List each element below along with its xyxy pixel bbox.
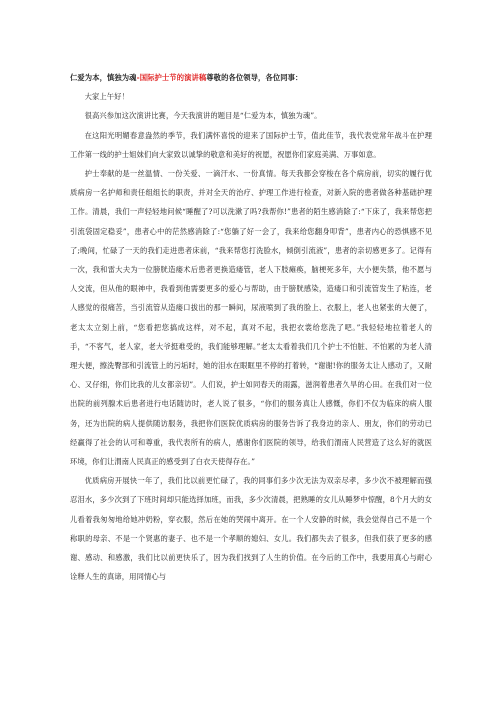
- reflection-paragraph: 优质病房开展快一年了，我们比以前更忙碌了，我的同事们多少次无法为双亲尽孝，多少次不被理解而强忍泪水，多少次到了下班时间却只能选择加班，而我，多少次清晨，把熟睡的女儿从睡梦中惊醒，8个月大的女儿看着我匆匆地给她冲奶粉，穿衣服，然后在她的哭闹中离开。在一个人安静的时候，我会觉得自己不是一个称职的母亲、不是一个贤惠的妻子、也不是一个孝顺的媳妇、女儿。我们都失去了很多，但我们获了更多的感谢、感动、和感激，我们比以前更快乐了，因为我们找到了人生的价值。在今后的工作中，我要用真心与耐心诠释人生的真谛，用同情心与: [70, 476, 432, 582]
- intro-paragraph: 很高兴参加这次演讲比赛，今天我演讲的题目是“仁爱为本，慎独为魂”。: [84, 111, 322, 121]
- speech-title: 仁爱为本，慎独为魂: [70, 73, 137, 82]
- greeting-paragraph: 大家上午好！: [84, 92, 129, 102]
- speech-title-line: [70, 68, 432, 87]
- speech-title-subtitle: -国际护士节的演讲稿: [136, 73, 207, 82]
- document-body: [70, 68, 432, 586]
- care-story-paragraph: 护士奉献的是一丝温情、一份关爱、一滴汗水、一份真情。每天我都会穿梭在各个病房前，切实的履行优质病房一名护师和责任组组长的职责，并对全天的治疗、护理工作进行检查，对新入院的患者做各种基础护理工作。清晨，我们一声轻轻地问候“睡醒了?可以洗漱了吗?我帮你!”患者的陌生感消除了:“下床了，我来帮您把引流袋固定稳妥”，患者心中的茫然感消除了:“您躺了好一会了，我来给您翻身叩背”，患者内心的恐惧感不见了;晚间，忙碌了一天的我们走进患者床前，“我来帮您打洗脸水，倾倒引流液”，患者的亲切感更多了。记得有一次，我和雷大夫为一位膀胱造瘘术后患者更换造瘘管，老人下肢瘫痪，脑梗死多年，大小便失禁，他不愿与人交流，但从他的眼神中，我看到他需要更多的爱心与帮助，由于膀胱感染，造瘘口和引流管发生了粘连，老人感觉的很痛苦，当引流管从造瘘口拔出的那一瞬间，尿液喷到了我的脸上、衣服上，老人也紧张的大便了，老太太立刻上前，“您看把您搞成这样，对不起，真对不起，我把衣裳给您洗了吧。”我轻轻地拉着老人的手，“不客气，老人家，老大爷挺难受的，我们能够理解。”老太太看着我们几个护士不怕脏、不怕累的为老人清理大便，擦洗臀部和引流管上的污垢时，她的泪水在眼眶里不停的打着转，“谢谢!你的服务太让人感动了，又耐心、又仔细，你们比我的儿女都亲切”。人们说，护士如同春天的雨露，滋润着患者久旱的心田。在我们对一位出院的前列腺术后患者进行电话随访时，老人说了很多，“你们的服务真让人感慨，你们不仅为临床的病人服务，还为出院的病人提供随访服务，我把你们医院优质病房的服务告诉了我身边的亲人、朋友，你们的劳动已经赢得了社会的认可和尊重，我代表所有的病人，感谢你们医院的领导，给我们渭南人民营造了这么好的就医环境，你们让渭南人民真正的感受到了白衣天使得存在。”: [70, 169, 432, 467]
- salutation: 尊敬的各位领导，各位同事：: [206, 73, 303, 82]
- festival-paragraph: 在这阳光明媚春意盎然的季节，我们满怀喜悦的迎来了国际护士节，值此佳节，我代表党常年战斗在护理工作第一线的护士姐妹们向大家致以诚挚的敬意和美好的祝愿，祝愿你们家庭美满、万事如意。: [70, 130, 432, 159]
